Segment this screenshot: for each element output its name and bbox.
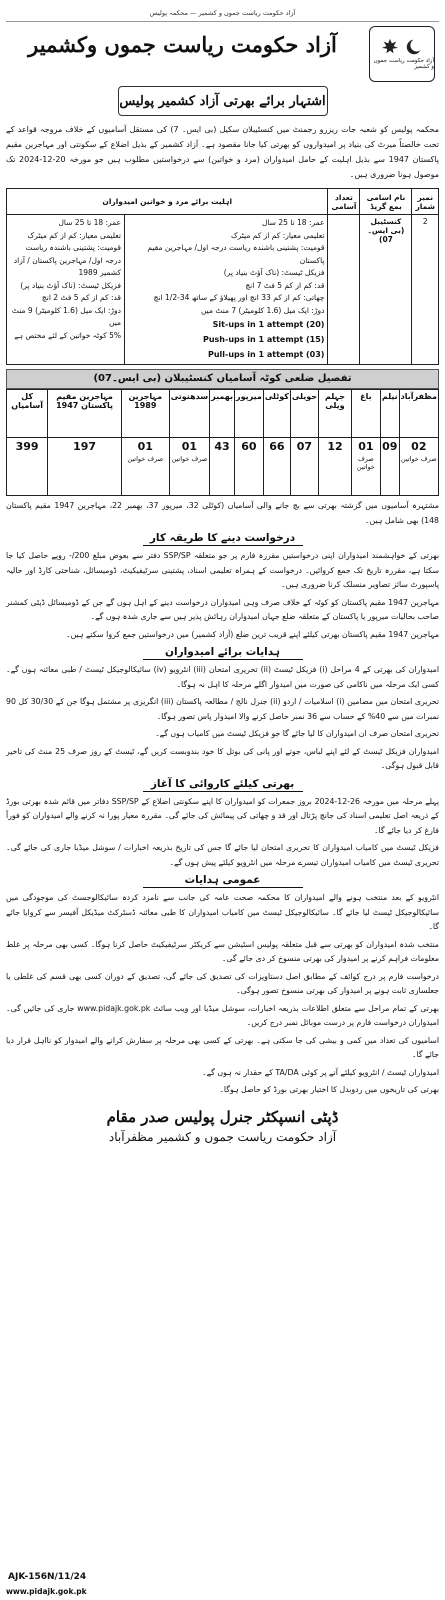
test-line: Pull-ups in 1 attempt (03)	[207, 350, 325, 359]
quota-cell	[7, 438, 48, 496]
instruction-item: درخواست فارم پر درج کوائف کے مطابق اصل دستاویزات کی تصدیق کی جائے گی، تصدیق کے دوران کسی بھی قسم کی غلطی یا جعلسازی ثابت ہونے پر امیدوار کی بھرتی منسوخ تصور ہوگی۔	[6, 971, 439, 995]
posts-table-row	[7, 215, 439, 365]
quota-cell	[380, 438, 399, 496]
quota-cell	[263, 438, 290, 496]
instruction-item: بھرتی کے خواہشمند امیدواران اپنی درخواستیں مقررہ فارم پر جو متعلقہ SSP/SP دفتر سے بعوض مبلغ 200/- روپے حاصل کیا جا سکتا ہے، مقررہ تاریخ تک جمع کروائیں۔ درخواست کے ہمراہ تعلیمی اسناد، پشتینی سرٹیفیکیٹ، ڈومیسائل، شناختی کارڈ اور حالیہ پاسپورٹ سائز تصاویر منسلک کرنا ضروری ہیں۔	[6, 551, 439, 589]
criteria-line: عمر: 18 تا 25 سال	[58, 218, 121, 227]
post-name: کنسٹیبل	[370, 217, 402, 226]
quota-note: مشتہرہ آسامیوں میں گزشتہ بھرتی سے بچ جانے والی آسامیاں (کوٹلی 32، میرپور 37، بھمبر 22، مہاجرین 1947 مقیم پاکستان 148) بھی شامل ہیں۔	[6, 501, 439, 525]
instruction-item: تحریری امتحان صرف ان امیدواران کا لیا جائے گا جو فزیکل ٹیسٹ میں کامیاب ہوں گے۔	[155, 729, 439, 738]
quota-value: 01	[358, 440, 374, 453]
government-emblem-icon	[369, 26, 435, 82]
header	[6, 22, 439, 84]
quota-district: کل آسامیاں	[7, 390, 48, 438]
instruction-item: امیدواران کی بھرتی کے 4 مراحل (i) فزیکل ٹیسٹ (ii) تحریری امتحان (iii) انٹرویو (iv) سائیکالوجیکل ٹیسٹ / طبی معائنہ ہوں گے۔ کسی ایک مرحلہ میں ناکامی کی صورت میں امیدوار اگلے مرحلہ کا اہل نہ ہوگا۔	[6, 665, 439, 689]
quota-cell	[290, 438, 318, 496]
criteria-line: تعلیمی معیار: کم از کم میٹرک	[230, 230, 325, 240]
instruction-item: امیدواران فزیکل ٹیسٹ کے لئے اپنے لباس، جوتے اور پانی کی بوتل کا خود بندوبست کریں گے، ٹیسٹ کے روز صرف 25 منٹ کی تاخیر قابل قبول ہوگی۔	[6, 746, 439, 770]
criteria-line: فزیکل ٹیسٹ: (ناک آؤٹ بنیاد پر)	[223, 268, 325, 277]
criteria-line: قد: کم از کم 5 فٹ 2 انچ	[41, 293, 121, 302]
criteria-line: دوڑ: ایک میل (1.6 کلومیٹر) 7 منٹ میں	[200, 305, 325, 315]
instruction-item: انٹرویو کے بعد منتخب ہونے والے امیدواران کا محکمہ صحت عامہ کی جانب سے نامزد کردہ سائیکالوجسٹ کی موجودگی میں سائیکالوجیکل ٹیسٹ لیا جائے گا۔ سائیکالوجیکل ٹیسٹ میں کامیاب امیدواران کا طبی معائنہ ڈسٹرکٹ میڈیکل آفیسر سے کروایا جائے گا۔	[6, 893, 439, 931]
quota-cell	[121, 438, 169, 496]
header-eligibility: اہلیت برائے مرد و خواتین امیدواران	[7, 189, 328, 215]
quota-value: 09	[382, 440, 398, 453]
test-line: Push-ups in 1 attempt (15)	[202, 335, 325, 344]
section-heading: عمومی ہدایات	[143, 874, 303, 888]
male-criteria-cell	[125, 215, 328, 365]
quota-value: 07	[296, 440, 313, 453]
quota-value: 66	[269, 440, 285, 453]
quota-district: مہاجرین 1989	[121, 390, 169, 438]
quota-district: میرپور	[235, 390, 264, 438]
quota-district: بھمبر	[210, 390, 235, 438]
quota-value: 60	[241, 440, 257, 453]
quota-note-label: صرف خواتین	[127, 455, 164, 463]
post-count-cell	[328, 215, 360, 365]
quota-district-row	[7, 390, 439, 438]
instruction-item: تحریری امتحان میں مضامین (i) اسلامیات / اردو (ii) جنرل نالج / مطالعہ پاکستان (iii) انگریزی پر مشتمل ہوگا جن کے 30/30 کل 90 نمبرات میں سے 40% کے حساب سے 36 نمبر حاصل کرنے والا امیدوار پاس تصور ہوگا۔	[6, 697, 440, 721]
quota-district: کوٹلی	[263, 390, 290, 438]
instruction-item: فزیکل ٹیسٹ میں کامیاب امیدواران کا تحریری امتحان لیا جائے گا جس کی تاریخ بذریعہ اخبارات / سوشل میڈیا جاری کی جائے گی۔ تحریری ٹیسٹ میں کامیاب امیدواران تیسرے مرحلہ میں انٹرویو کیلئے پیش ہوں گے۔	[6, 843, 439, 867]
instruction-item: امیدواران ٹیسٹ / انٹرویو کیلئے آنے پر کوئی TA/DA کے حقدار نہ ہوں گے۔	[202, 1067, 439, 1077]
section-heading: درخواست دینے کا طریقہ کار	[143, 532, 303, 546]
emblem-caption: آزاد حکومت ریاست جموں و کشمیر	[373, 58, 434, 70]
instruction-item: منتخب شدہ امیدواران کو بھرتی سے قبل متعلقہ پولیس اسٹیشن سے کریکٹر سرٹیفیکیٹ حاصل کرنا ہوگا۔ کسی بھی مرحلہ پر غلط معلومات فراہم کرنے پر امیدوار کی بھرتی منسوخ کر دی جائے گی۔	[6, 939, 439, 963]
quota-cell	[351, 438, 380, 496]
quota-cell	[210, 438, 235, 496]
post-name-cell	[360, 215, 412, 365]
posts-table	[6, 188, 439, 365]
quota-value: 01	[181, 440, 198, 453]
chinar-leaf-icon	[381, 38, 399, 56]
quota-district: نیلم	[380, 390, 399, 438]
quota-cell	[319, 438, 352, 496]
criteria-line: عمر: 18 تا 25 سال	[261, 218, 325, 227]
criteria-line: قومیت: پشتینی باشندہ ریاست درجہ اول/ مہاجرین مقیم پاکستان	[147, 243, 325, 265]
criteria-line: چھاتی: کم از کم 33 انچ اور پھیلاؤ کے ساتھ 34-1/2 انچ	[153, 293, 325, 302]
government-title: آزاد حکومت ریاست جموں وکشمیر	[28, 32, 337, 57]
instruction-item: بھرتی کی تاریخوں میں ردوبدل کا اختیار بھرتی بورڈ کو حاصل ہوگا۔	[219, 1085, 439, 1094]
intro-paragraph: محکمہ پولیس کو شعبہ جات ریزرو رجمنٹ میں کنسٹیبلان سکیل (بی ایس۔ 7) کی مستقل آسامیوں کے خلاف مروجہ قواعد کے تحت خالصتاً میرٹ کی بنیاد پر امیدواروں کو بھرتی کیا جانا مقصود ہے۔ آزاد کشمیر کے بذیل اضلاع کے سکونتی اور مہاجرین مقیم پاکستان 1947 سے بذیل اہلیت کے حامل امیدواران (مرد و خواتین) سے درخواستیں مطلوب ہیں جو مورخہ 20-12-2024 تک موصول ہونا ضروری ہیں۔	[6, 125, 439, 179]
quota-value: 12	[327, 440, 343, 453]
test-line: Sit-ups in 1 attempt (20)	[212, 320, 325, 329]
quota-value: 399	[15, 440, 39, 453]
website-link[interactable]: www.pidajk.gok.pk	[6, 1587, 87, 1596]
section-heading: بھرتی کیلئے کاروائی کا آغاز	[143, 778, 303, 792]
top-strip	[6, 4, 439, 22]
criteria-line: قد: کم از کم 5 فٹ 7 انچ	[245, 280, 325, 290]
signature-title: ڈپٹی انسپکٹر جنرل پولیس صدر مقام	[106, 1107, 339, 1126]
quota-value: 02	[411, 440, 427, 453]
female-criteria-cell	[7, 215, 125, 365]
quota-title: تفصیل ضلعی کوٹہ آسامیاں کنسٹیبلان (بی ایس۔07)	[6, 369, 439, 389]
quota-district: مظفرآباد	[399, 390, 438, 438]
instruction-item: مہاجرین 1947 مقیم پاکستان کو کوٹہ کے خلاف صرف وہی امیدواران درخواست دینے کے اہل ہوں گے جن کے ڈومیسائل ڈپٹی کمشنر صاحب بحالیات میرپور یا پاکستان کے متعلقہ ضلع جہاں امیدواران رہائش پذیر ہیں سے جاری شدہ ہوں گے۔	[6, 597, 439, 621]
quota-cell	[48, 438, 122, 496]
quota-district: سدھنوتی	[169, 390, 209, 438]
quota-district: حویلی	[290, 390, 318, 438]
advertisement-title	[118, 86, 328, 116]
criteria-line: فزیکل ٹیسٹ: (ناک آؤٹ بنیاد پر)	[20, 280, 121, 290]
quota-value: 197	[73, 440, 97, 453]
quota-cell	[399, 438, 438, 496]
signature-block	[6, 1108, 439, 1144]
header-serial: نمبر شمار	[412, 189, 439, 215]
quota-district: مہاجرین مقیم پاکستان 1947	[48, 390, 122, 438]
instruction-item: مہاجرین 1947 مقیم پاکستان بھرتی کیلئے اپنے قریب ترین ضلع (آزاد کشمیر) میں درخواستیں جمع کروا سکتے ہیں۔	[66, 629, 439, 639]
quota-value: 43	[214, 440, 230, 453]
quota-note-label: صرف خواتین	[171, 455, 208, 463]
quota-note-label: صرف خواتین	[400, 455, 437, 463]
quota-cell	[169, 438, 209, 496]
post-grade: (بی ایس۔ 07)	[367, 226, 405, 244]
quota-table	[6, 389, 439, 496]
header-post-name: نام اسامی بمع گریڈ	[360, 189, 412, 215]
footer	[6, 1587, 439, 1596]
criteria-line: دوڑ: ایک میل (1.6 کلومیٹر) 9 منٹ میں	[11, 305, 121, 327]
instruction-item: اسامیوں کی تعداد میں کمی و بیشی کی جا سکتی ہے۔ بھرتی کے کسی بھی مرحلہ پر سفارش کرانے والے امیدوار کو نااہل قرار دیا جائے گا۔	[6, 1035, 439, 1059]
quota-value: 01	[137, 440, 153, 453]
quota-district: باغ	[351, 390, 380, 438]
posts-table-header	[7, 189, 439, 215]
header-post-count: تعداد آسامی	[328, 189, 360, 215]
advertisement-title-text: اشتہار برائے بھرتی آزاد کشمیر پولیس	[119, 93, 326, 109]
instruction-item: بھرتی کے تمام مراحل سے متعلق اطلاعات بذریعہ اخبارات، سوشل میڈیا اور ویب سائٹ www.pidajk.gok.pk جاری کی جائیں گی۔ امیدواران درخواست فارم پر درست موبائل نمبر درج کریں۔	[6, 1003, 439, 1027]
top-strip-text: آزاد حکومت ریاست جموں و کشمیر — محکمہ پولیس	[149, 8, 296, 17]
quota-value-row	[7, 438, 439, 496]
instruction-item: پہلے مرحلہ میں مورخہ 26-12-2024 بروز جمعرات کو امیدواران کا اپنے سکونتی اضلاع کے SSP/SP دفاتر میں قائم شدہ بھرتی بورڈ کے ذریعہ اصل تعلیمی اسناد کی جانچ پڑتال اور قد و چھاتی کی پیمائش کی جائے گی۔ مقررہ معیار پورا نہ کرنے والے امیدواران کو فوراً فارغ کر دیا جائے گا۔	[6, 796, 439, 835]
signature-office: آزاد حکومت ریاست جموں و کشمیر مظفرآباد	[108, 1129, 337, 1144]
criteria-line: تعلیمی معیار: کم از کم میٹرک	[27, 230, 121, 240]
quota-cell	[235, 438, 264, 496]
quota-district: جہلم ویلی	[319, 390, 352, 438]
criteria-line: قومیت: پشتینی باشندہ ریاست درجہ اول/ مہاجرین پاکستان / آزاد کشمیر 1989	[13, 243, 121, 277]
crescent-icon	[405, 38, 423, 56]
instruction-sections	[6, 532, 439, 1098]
post-serial: 2	[412, 215, 439, 365]
criteria-line: 5% کوٹہ خواتین کے لئے مختص ہے	[14, 330, 121, 340]
section-heading: ہدایات برائے امیدواران	[143, 646, 303, 660]
quota-note-label: صرف خواتین	[356, 455, 375, 471]
reference-number: AJK-156N/11/24	[8, 1572, 87, 1582]
